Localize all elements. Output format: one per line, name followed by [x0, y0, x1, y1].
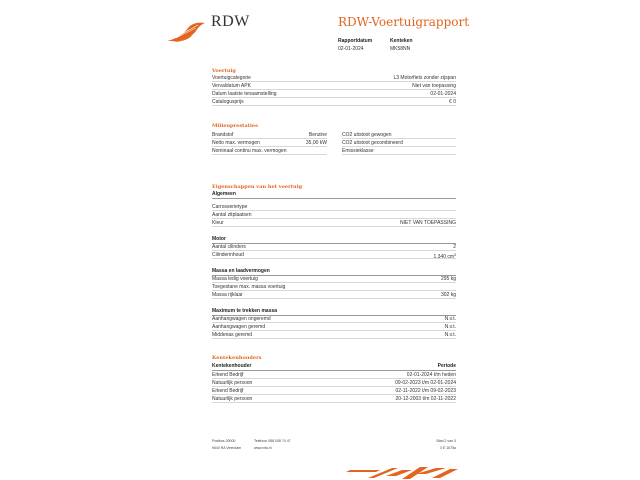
section-title-voertuig: Voertuig [212, 68, 236, 74]
row-value: 295 kg [440, 276, 456, 282]
row-label: Cilinderinhoud [212, 252, 244, 258]
row-label: Middenas geremd [212, 332, 253, 338]
row-label: Carrosserietype [212, 204, 248, 210]
col-holder-header: Kentekenhouder [212, 363, 252, 369]
table-row [342, 139, 456, 147]
section-title-milieu: Milieuprestaties [212, 123, 258, 129]
row-value: Benzine [308, 132, 327, 138]
col-period-header: Periode [437, 363, 456, 369]
table-row [212, 323, 456, 331]
row-label: Emissieklasse [342, 148, 374, 154]
row-value: 35,00 kW [305, 140, 327, 146]
row-label: Toegestane max. massa voertuig [212, 284, 286, 290]
section-title-kentekenhouders: Kentekenhouders [212, 355, 262, 361]
subhead-trekken: Maximum te trekken massa [212, 308, 456, 316]
footer-website: www.rdw.nl [254, 446, 272, 450]
row-label: Nominaal continu max. vermogen [212, 148, 287, 154]
table-row [212, 291, 456, 299]
table-row [212, 275, 456, 283]
table-row [212, 139, 327, 147]
report-date-label: Rapportdatum [338, 38, 373, 44]
displacement-value: 1.340 cm [433, 254, 455, 260]
kentekenhouders-header [212, 363, 456, 371]
row-value: 302 kg [440, 292, 456, 298]
table-row [212, 251, 456, 259]
table-row [212, 74, 456, 82]
footer-page-info [420, 438, 456, 452]
table-row [212, 331, 456, 339]
row-value: N.v.t. [444, 316, 456, 322]
row-value: Niet van toepassing [412, 83, 456, 89]
footer-code: 3 E 1675a [440, 446, 456, 450]
table-row [212, 98, 456, 106]
row-value: 02-01-2024 [430, 91, 456, 97]
report-date-value: 02-01-2024 [338, 46, 364, 52]
row-value: NIET VAN TOEPASSING [400, 220, 456, 226]
plate-block [390, 37, 413, 53]
table-row [212, 387, 456, 395]
table-row [212, 395, 456, 403]
table-row [212, 371, 456, 379]
row-label: Aanhangwagen ongeremd [212, 316, 271, 322]
table-row [212, 315, 456, 323]
subhead-motor: Motor [212, 236, 456, 244]
footer-address [212, 438, 241, 452]
footer-phone: Telefoon 088 008 74 47 [254, 439, 291, 443]
row-label: Datum laatste tenaamstelling [212, 91, 277, 97]
holder-cell: Natuurlijk persoon [212, 396, 253, 402]
report-title: RDW-Voertuigrapport [338, 15, 470, 29]
table-row [212, 203, 456, 211]
row-label: Aantal zitplaatsen [212, 212, 252, 218]
table-row [342, 147, 456, 155]
brand-name: RDW [211, 13, 250, 30]
period-cell: 09-02-2023 t/m 02-01-2024 [395, 380, 456, 386]
period-cell: 02-01-2024 t/m heden [406, 372, 456, 378]
plate-label: Kenteken [390, 38, 413, 44]
row-value: € 0 [449, 99, 456, 105]
row-label: CO2 uitstoot gecombineerd [342, 140, 403, 146]
section-title-eigenschappen: Eigenschappen van het voertuig [212, 184, 303, 190]
table-row [212, 283, 456, 291]
plate-value: MK58NN [390, 46, 411, 52]
row-label: Voertuigcategorie [212, 75, 251, 81]
row-label: Brandstof [212, 132, 234, 138]
row-value: N.v.t. [444, 324, 456, 330]
row-value: L3 Motorfiets zonder zijspan [393, 75, 456, 81]
subhead-massa: Massa en laadvermogen [212, 268, 456, 276]
table-row [342, 131, 456, 139]
period-cell: 02-11-2022 t/m 09-02-2023 [395, 388, 456, 394]
holder-cell: Natuurlijk persoon [212, 380, 253, 386]
report-date-block [338, 37, 372, 53]
period-cell: 20-12-2003 t/m 02-11-2022 [395, 396, 456, 402]
holder-cell: Erkend Bedrijf [212, 388, 244, 394]
table-row [212, 82, 456, 90]
row-label: Massa ledig voertuig [212, 276, 258, 282]
footer-contact [254, 438, 291, 452]
table-row [212, 243, 456, 251]
table-row [212, 219, 456, 227]
table-row [212, 211, 456, 219]
row-label: Kleur [212, 220, 224, 226]
superscript-cubed: 3 [454, 253, 456, 257]
row-label: Aanhangwagen geremd [212, 324, 266, 330]
footer-page: Blad 2 van 3 [436, 439, 456, 443]
row-label: Massa rijklaar [212, 292, 243, 298]
row-label: Catalogusprijs [212, 99, 244, 105]
row-value: 2 [453, 244, 456, 250]
row-label: Vervaldatum APK [212, 83, 251, 89]
table-row [212, 379, 456, 387]
table-row [212, 147, 327, 155]
footer-stripes-decoration-icon [346, 464, 462, 480]
row-label: Aantal cilinders [212, 244, 246, 250]
rdw-wing-logo-icon [166, 20, 206, 44]
row-label: Netto max. vermogen [212, 140, 260, 146]
holder-cell: Erkend Bedrijf [212, 372, 244, 378]
footer-postbus: Postbus 30000 [212, 439, 236, 443]
table-row [212, 90, 456, 98]
row-value [433, 251, 456, 261]
table-row [212, 131, 327, 139]
row-label: CO2 uitstoot gewogen [342, 132, 392, 138]
subhead-algemeen: Algemeen [212, 191, 456, 199]
footer-city: 9640 RA Veendam [212, 446, 242, 450]
row-value: N.v.t. [444, 332, 456, 338]
